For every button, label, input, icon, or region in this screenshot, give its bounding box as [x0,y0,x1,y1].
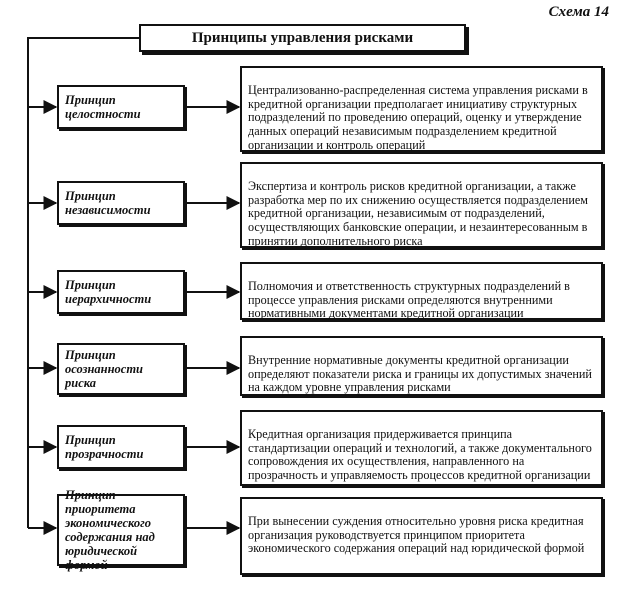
description-box-independence [240,162,603,248]
description-text: Централизованно-распределенная система управления рисками в кредитной организации предполагает инициативу структурных подразделений по проведению операций, оценку и утверждение данных операций независимым подразделением кредитной организации и контроль операций [248,82,588,152]
principle-box-independence [57,181,185,225]
principle-box-economic-priority [57,488,185,572]
description-box-transparency [240,410,603,486]
principle-label: Принцип целостности [65,93,141,121]
description-text: Полномочия и ответственность структурных подразделений в процессе управления рисками определяются внутренними нормативными документами кредитной организации [248,278,570,321]
principle-label: Принцип приоритета экономического содержания над юридической формой [65,488,155,572]
principle-box-transparency [57,425,185,469]
principle-label: Принцип осознанности риска [65,348,143,390]
principle-label: Принцип иерархичности [65,278,152,306]
description-box-risk-awareness [240,336,603,396]
description-box-hierarchy [240,262,603,320]
description-text: При вынесении суждения относительно уровня риска кредитная организация руководствуется принципом приоритета экономического содержания операций над юридической формой [248,513,585,556]
principle-box-hierarchy [57,270,185,314]
principle-box-risk-awareness [57,343,185,395]
principle-box-integrity [57,85,185,129]
principle-label: Принцип независимости [65,189,151,217]
description-text: Экспертиза и контроль рисков кредитной организации, а также разработка мер по их снижению осуществляется подразделением кредитной организации, независимым от подразделений, осуществляющих банковские операции, и незаинтересованным в принятии дополнительного риска [248,178,589,248]
diagram-title-text: Принципы управления рисками [191,29,414,46]
description-text: Кредитная организация придерживается принципа стандартизации операций и технологий, а также документального сопровождения их осуществления, направленного на прозрачность и управляемость процессов кредитной организации [248,426,592,483]
description-box-integrity [240,66,603,152]
principle-label: Принцип прозрачности [65,433,144,461]
description-text: Внутренние нормативные документы кредитной организации определяют показатели риска и границы их допустимых значений на каждом уровне управления рисками [248,352,592,395]
scheme-number-label: Схема 14 [548,4,609,20]
description-box-economic-priority [240,497,603,575]
